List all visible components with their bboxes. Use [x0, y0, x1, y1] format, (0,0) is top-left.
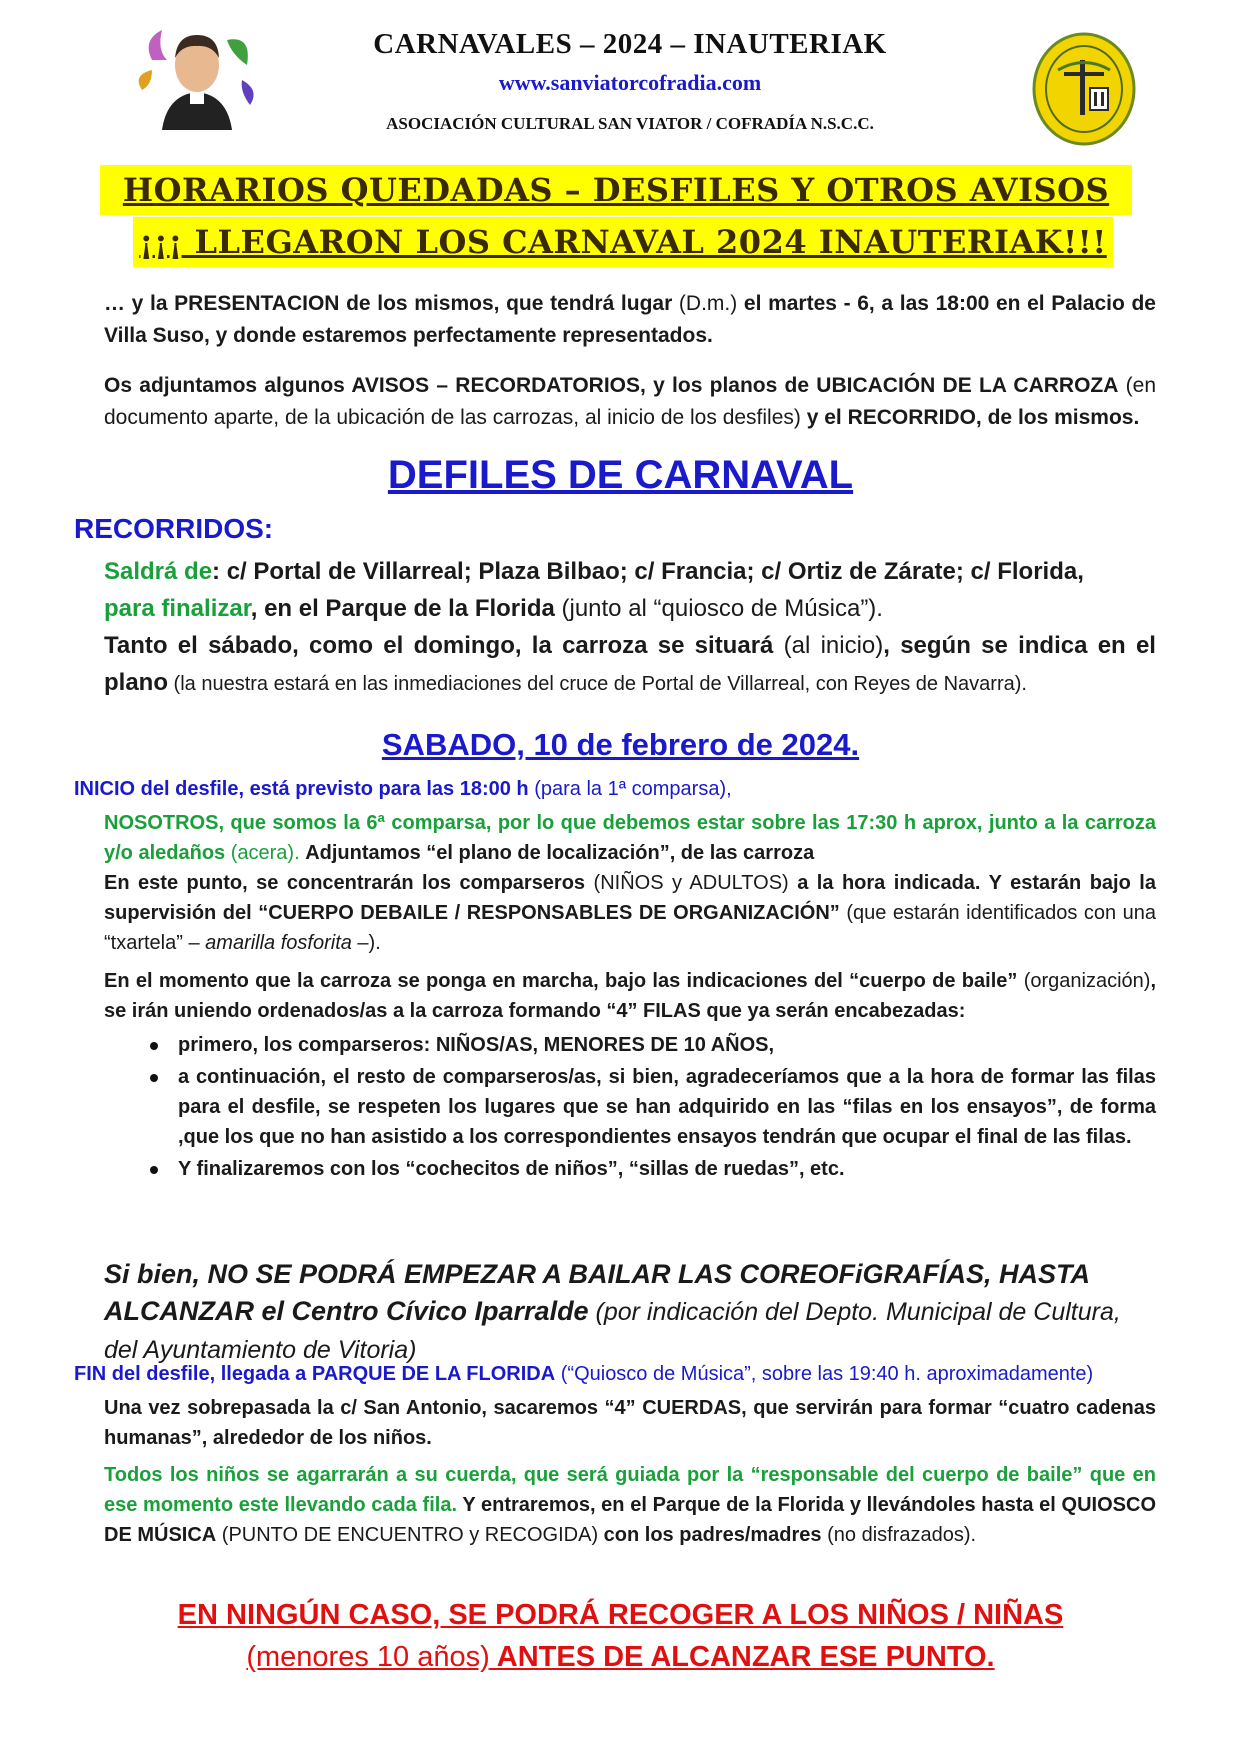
inicio-time: está previsto para las 18:00 h — [244, 778, 529, 800]
inicio-note: (para la 1ª comparsa), — [528, 778, 732, 800]
warning-menores: (menores 10 años) — [246, 1641, 490, 1673]
punto-bold-a: En este punto, se concentrarán los comparseros — [104, 872, 586, 894]
cuerdas-paragraph: Una vez sobrepasada la c/ San Antonio, sacaremos “4” CUERDAS, que servirán para formar “cuatro cadenas humanas”, alrededor de los niños. — [104, 1397, 1156, 1449]
bullet-text: Y finalizaremos con los “cochecitos de niños”, “sillas de ruedas”, etc. — [178, 1158, 845, 1180]
recorridos-heading: RECORRIDOS: — [74, 513, 274, 544]
saint-portrait-logo — [132, 20, 262, 150]
recorridos-text — [104, 553, 1156, 703]
bullet-text: a continuación, el resto de comparseros/as, si bien, agradeceríamos que a la hora de formar las filas para el desfile, se respeten los lugares que se han adquirido en las “filas en los ensayos”, de forma ,que los que no han asistido a los correspondientes ensayos tendrán que ocupar el final de las filas. — [178, 1066, 1156, 1148]
punto-italic: amarilla fosforita — [205, 932, 352, 954]
header-association: ASOCIACIÓN CULTURAL SAN VIATOR / COFRADÍA N.S.C.C. — [386, 114, 874, 133]
route-streets: : c/ Portal de Villarreal; Plaza Bilbao; c/ Francia; c/ Ortiz de Zárate; c/ Florida, — [212, 558, 1084, 585]
intro-p2-bold: Os adjuntamos algunos AVISOS – RECORDATORIOS, y los planos de UBICACIÓN DE LA CARROZA — [104, 374, 1119, 397]
momento-normal: (organización) — [1017, 970, 1151, 992]
header-title: CARNAVALES – 2024 – INAUTERIAK — [373, 28, 887, 60]
bullet-text: primero, los comparseros: NIÑOS/AS, MENORES DE 10 AÑOS, — [178, 1034, 775, 1056]
nosotros-note: (acera). — [225, 842, 306, 864]
fin-line — [74, 1363, 1093, 1386]
bullet-dot-icon — [150, 1166, 158, 1174]
momento-bold-a: En el momento que la carroza se ponga en marcha, bajo las indicaciones del “cuerpo de baile” — [104, 970, 1018, 992]
bullet-dot-icon — [150, 1042, 158, 1050]
banner-llegaron — [133, 217, 1113, 267]
ninos-bold-a: Y entraremos, en el Parque de la Florida y llevándoles hasta el QUIOSCO DE MÚSICA — [104, 1494, 1157, 1546]
carroza-plano: , según se indica en el plano — [104, 632, 1156, 696]
intro-p2-bold-2: y el RECORRIDO, de los mismos. — [806, 406, 1140, 429]
route-end-note: (junto al “quiosco de Música”). — [554, 595, 883, 622]
ninos-bold-b: con los padres/madres — [603, 1524, 822, 1546]
bullet-list — [150, 1030, 1156, 1186]
fin-note: (“Quiosco de Música”, sobre las 19:40 h. aproximadamente) — [555, 1363, 1094, 1385]
para-finalizar-label: para finalizar — [104, 595, 251, 622]
punto-normal-c: –). — [351, 932, 381, 954]
carroza-plano-note: (la nuestra estará en las inmediaciones del cruce de Portal de Villarreal, con Reyes de Navarra). — [168, 673, 1027, 695]
intro-p2-normal: (en documento aparte, de la ubicación de las carrozas, al inicio de los desfiles) — [104, 374, 1157, 429]
defiles-heading: DEFILES DE CARNAVAL — [387, 453, 854, 497]
banner-horarios — [100, 165, 1132, 215]
sabado-heading: SABADO, 10 de febrero de 2024. — [381, 727, 860, 762]
sibien-note: (por indicación del Depto. Municipal de Cultura, del Ayuntamiento de Vitoria) — [104, 1298, 1121, 1364]
fin-label: FIN del desfile, llegada a PARQUE DE LA FLORIDA — [74, 1363, 556, 1385]
intro-paragraph-2 — [104, 370, 1156, 434]
sibien-paragraph — [104, 1256, 1156, 1369]
banner-line-2: ¡¡¡ LLEGARON LOS CARNAVAL 2024 INAUTERIAK!!! — [139, 223, 1107, 261]
ninos-normal-a: (PUNTO DE ENCUENTRO y RECOGIDA) — [216, 1524, 604, 1546]
momento-paragraph — [104, 966, 1156, 1026]
punto-paragraph — [104, 868, 1156, 958]
nosotros-plano: Adjuntamos “el plano de localización”, de las carroza — [305, 842, 815, 864]
ninos-paragraph — [104, 1460, 1156, 1550]
header-url[interactable]: www.sanviatorcofradia.com — [498, 70, 762, 95]
inicio-line — [74, 778, 732, 801]
intro-p1-normal: (D.m.) — [672, 292, 744, 315]
ninos-normal-b: (no disfrazados). — [821, 1524, 977, 1546]
inicio-label: INICIO del desfile, — [74, 778, 245, 800]
carroza-position-note: (al inicio) — [773, 632, 884, 659]
list-item — [150, 1062, 1156, 1152]
sibien-bold: Si bien, NO SE PODRÁ EMPEZAR A BAILAR LAS COREOFiGRAFÍAS, HASTA ALCANZAR el Centro Cívico Iparralde — [104, 1259, 1090, 1326]
warning-line-1: EN NINGÚN CASO, SE PODRÁ RECOGER A LOS NIÑOS / NIÑAS — [177, 1599, 1064, 1631]
nosotros-paragraph — [104, 808, 1156, 868]
ninos-green: Todos los niños se agarrarán a su cuerda, que será guiada por la “responsable del cuerpo de baile” que en ese momento este llevando cada fila. — [104, 1464, 1156, 1516]
punto-bold-b: a la hora indicada. Y estarán bajo la supervisión del “CUERPO DEBAILE / RESPONSABLES DE ORGANIZACIÓN” — [104, 872, 1156, 924]
intro-p1-bold-2: el martes - 6, a las 18:00 en el Palacio de Villa Suso, y donde estaremos perfectamente representados. — [104, 292, 1156, 347]
list-item — [150, 1030, 1156, 1060]
bullet-dot-icon — [150, 1074, 158, 1082]
route-end: , en el Parque de la Florida — [250, 595, 555, 622]
banner-line-1: HORARIOS QUEDADAS – DESFILES Y OTROS AVISOS — [122, 171, 1110, 209]
nosotros-text: NOSOTROS, que somos la 6ª comparsa, por lo que debemos estar sobre las 17:30 h aprox, junto a la carroza y/o aledaños — [104, 812, 1156, 864]
warning-antes: ANTES DE ALCANZAR ESE PUNTO. — [489, 1641, 995, 1673]
momento-bold-b: , se irán uniendo ordenados/as a la carroza formando “4” FILAS que ya serán encabezadas: — [104, 970, 1156, 1022]
punto-normal-b: (que estarán identificados con una “txartela” – — [104, 902, 1157, 954]
cofradia-emblem-logo — [1030, 30, 1138, 148]
carroza-position: Tanto el sábado, como el domingo, la carroza se situará — [104, 632, 774, 659]
warning-line-2 — [0, 1641, 1241, 1674]
punto-normal-a: (NIÑOS y ADULTOS) — [585, 872, 798, 894]
intro-paragraph-1 — [104, 288, 1156, 352]
saldra-de-label: Saldrá de — [104, 558, 213, 585]
list-item — [150, 1154, 1156, 1184]
intro-p1-bold: … y la PRESENTACION de los mismos, que tendrá lugar — [104, 292, 673, 315]
